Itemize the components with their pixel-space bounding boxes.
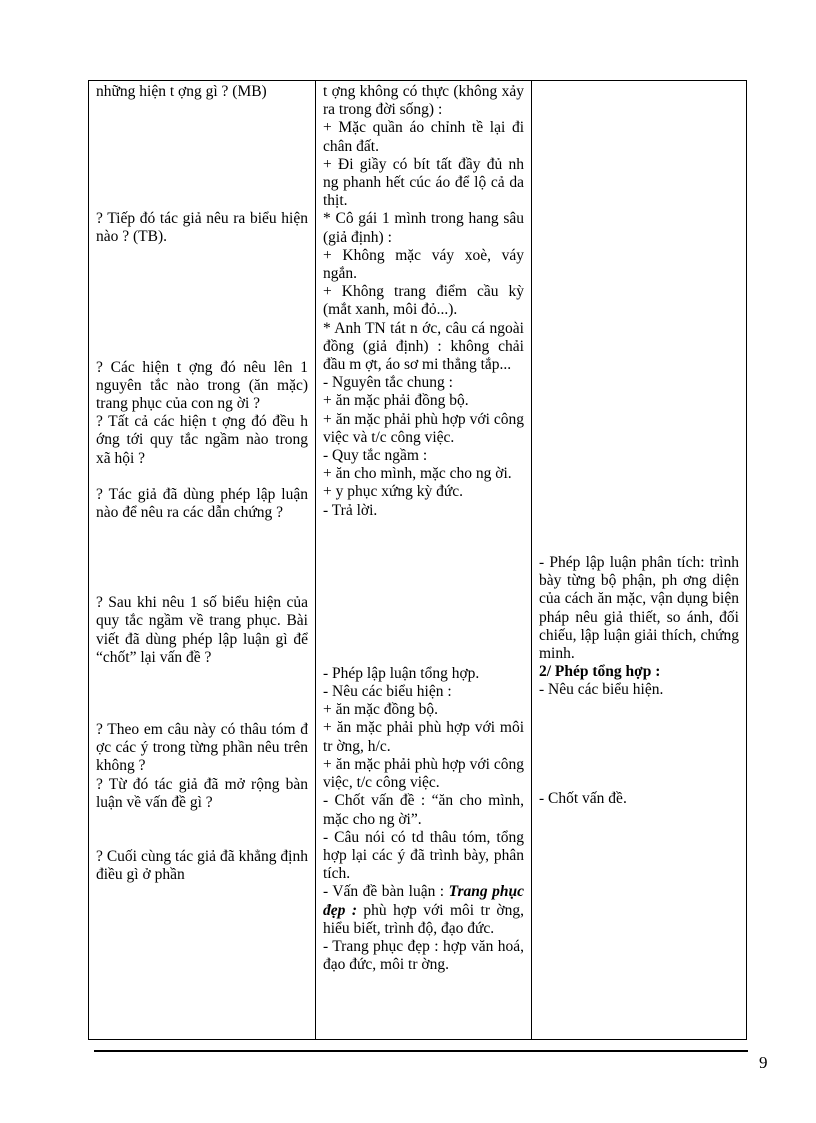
footer-rule	[94, 1050, 748, 1052]
note-text: - Phép lập luận phân tích: trình bày từng bộ phận, ph ơng diện của cách ăn mặc, vận dụng biện pháp nêu giả thiết, so ánh, đối chiếu, lập luận giải thích, chứng minh.	[539, 554, 743, 663]
answer-text: - Trang phục đẹp : hợp văn hoá, đạo đức, môi tr ờng.	[323, 937, 528, 974]
answer-text: + Không trang điểm cầu kỳ (mắt xanh, môi đỏ...).	[323, 283, 528, 319]
question-text: ? Tất cả các hiện t ợng đó đều h ớng tới quy tắc ngầm nào trong xã hội ?	[96, 413, 312, 467]
answer-text: + Mặc quần áo chỉnh tề lại đi chân đất.	[323, 119, 528, 155]
table-row	[89, 81, 747, 1040]
page-number: 9	[759, 1053, 768, 1072]
answer-text: - Câu nói có td thâu tóm, tổng hợp lại các ý đã trình bày, phân tích.	[323, 828, 528, 883]
answer-text: - Trả lời.	[323, 501, 378, 519]
answer-text: + Không mặc váy xoè, váy ngắn.	[323, 246, 528, 283]
answer-text: - Nguyên tắc chung :	[323, 374, 453, 392]
lesson-table	[88, 80, 747, 1040]
spacer	[96, 522, 308, 594]
answer-text: + ăn mặc phải phù hợp với công việc và t/c công việc.	[323, 410, 528, 446]
answer-text: + ăn cho mình, mặc cho ng ời.	[323, 465, 512, 483]
question-text: ? Từ đó tác giả đã mở rộng bàn luận về vấn đề gì ?	[96, 775, 312, 811]
section-heading: 2/ Phép tổng hợp :	[539, 663, 661, 681]
answer-text: + ăn mặc đồng bộ.	[323, 701, 439, 719]
answer-suffix: phù hợp với môi tr ờng, hiểu biết, trình độ, đạo đức.	[323, 901, 528, 937]
answer-text: - Nêu các biểu hiện :	[323, 683, 452, 701]
answer-text	[323, 883, 528, 938]
answers-column	[316, 81, 532, 1040]
spacer	[323, 520, 524, 665]
question-text: ? Cuối cùng tác giả đã khẳng định điều gì ở phần	[96, 848, 312, 884]
emphasis-text: Trang phục đẹp :	[323, 883, 528, 919]
answer-text: + ăn mặc phải phù hợp với công việc, t/c công việc.	[323, 755, 528, 792]
answer-text: t ợng không có thực (không xảy ra trong đời sống) :	[323, 83, 528, 119]
spacer	[96, 101, 308, 210]
answer-prefix: - Vấn đề bàn luận :	[323, 883, 449, 901]
spacer	[96, 247, 308, 359]
note-text: - Nêu các biểu hiện.	[539, 681, 664, 699]
answer-text: + Đi giầy có bít tất đầy đủ nh ng phanh hết cúc áo để lộ cả da thịt.	[323, 155, 528, 210]
questions-column	[89, 81, 316, 1040]
question-text: ? Tiếp đó tác giả nêu ra biểu hiện nào ? (TB).	[96, 210, 312, 246]
spacer	[96, 468, 308, 486]
spacer	[539, 700, 739, 790]
question-text: ? Tác giả đã dùng phép lập luận nào để nêu ra các dẫn chứng ?	[96, 485, 312, 522]
question-text: ? Theo em câu này có thâu tóm đ ợc các ý trong từng phần nêu trên không ?	[96, 721, 312, 775]
spacer	[96, 812, 308, 848]
question-text: những hiện t ợng gì ? (MB)	[96, 83, 267, 100]
question-text: ? Sau khi nêu 1 số biểu hiện của quy tắc ngầm về trang phục. Bài viết đã dùng phép lập luận gì để “chốt” lại vấn đề ?	[96, 594, 312, 666]
question-text: ? Các hiện t ợng đó nêu lên 1 nguyên tắc nào trong (ăn mặc) trang phục của con ng ời ?	[96, 358, 312, 413]
answer-text: * Cô gái 1 mình trong hang sâu (giả định) :	[323, 210, 528, 246]
answer-text: * Anh TN tát n ớc, câu cá ngoài đồng (giả định) : không chải đầu m ợt, áo sơ mi thẳng tắp...	[323, 319, 528, 374]
answer-text: + ăn mặc phải đồng bộ.	[323, 392, 469, 410]
answer-text: + ăn mặc phải phù hợp với môi tr ờng, h/c.	[323, 719, 528, 755]
note-text: - Chốt vấn đề.	[539, 789, 627, 807]
answer-text: - Quy tắc ngầm :	[323, 447, 428, 465]
answer-text: - Phép lập luận tổng hợp.	[323, 664, 480, 682]
spacer	[96, 667, 308, 721]
notes-column	[532, 81, 747, 1040]
spacer	[539, 83, 739, 554]
answer-text: + y phục xứng kỳ đức.	[323, 483, 464, 501]
answer-text: - Chốt vấn đề : “ăn cho mình, mặc cho ng ời”.	[323, 792, 528, 828]
